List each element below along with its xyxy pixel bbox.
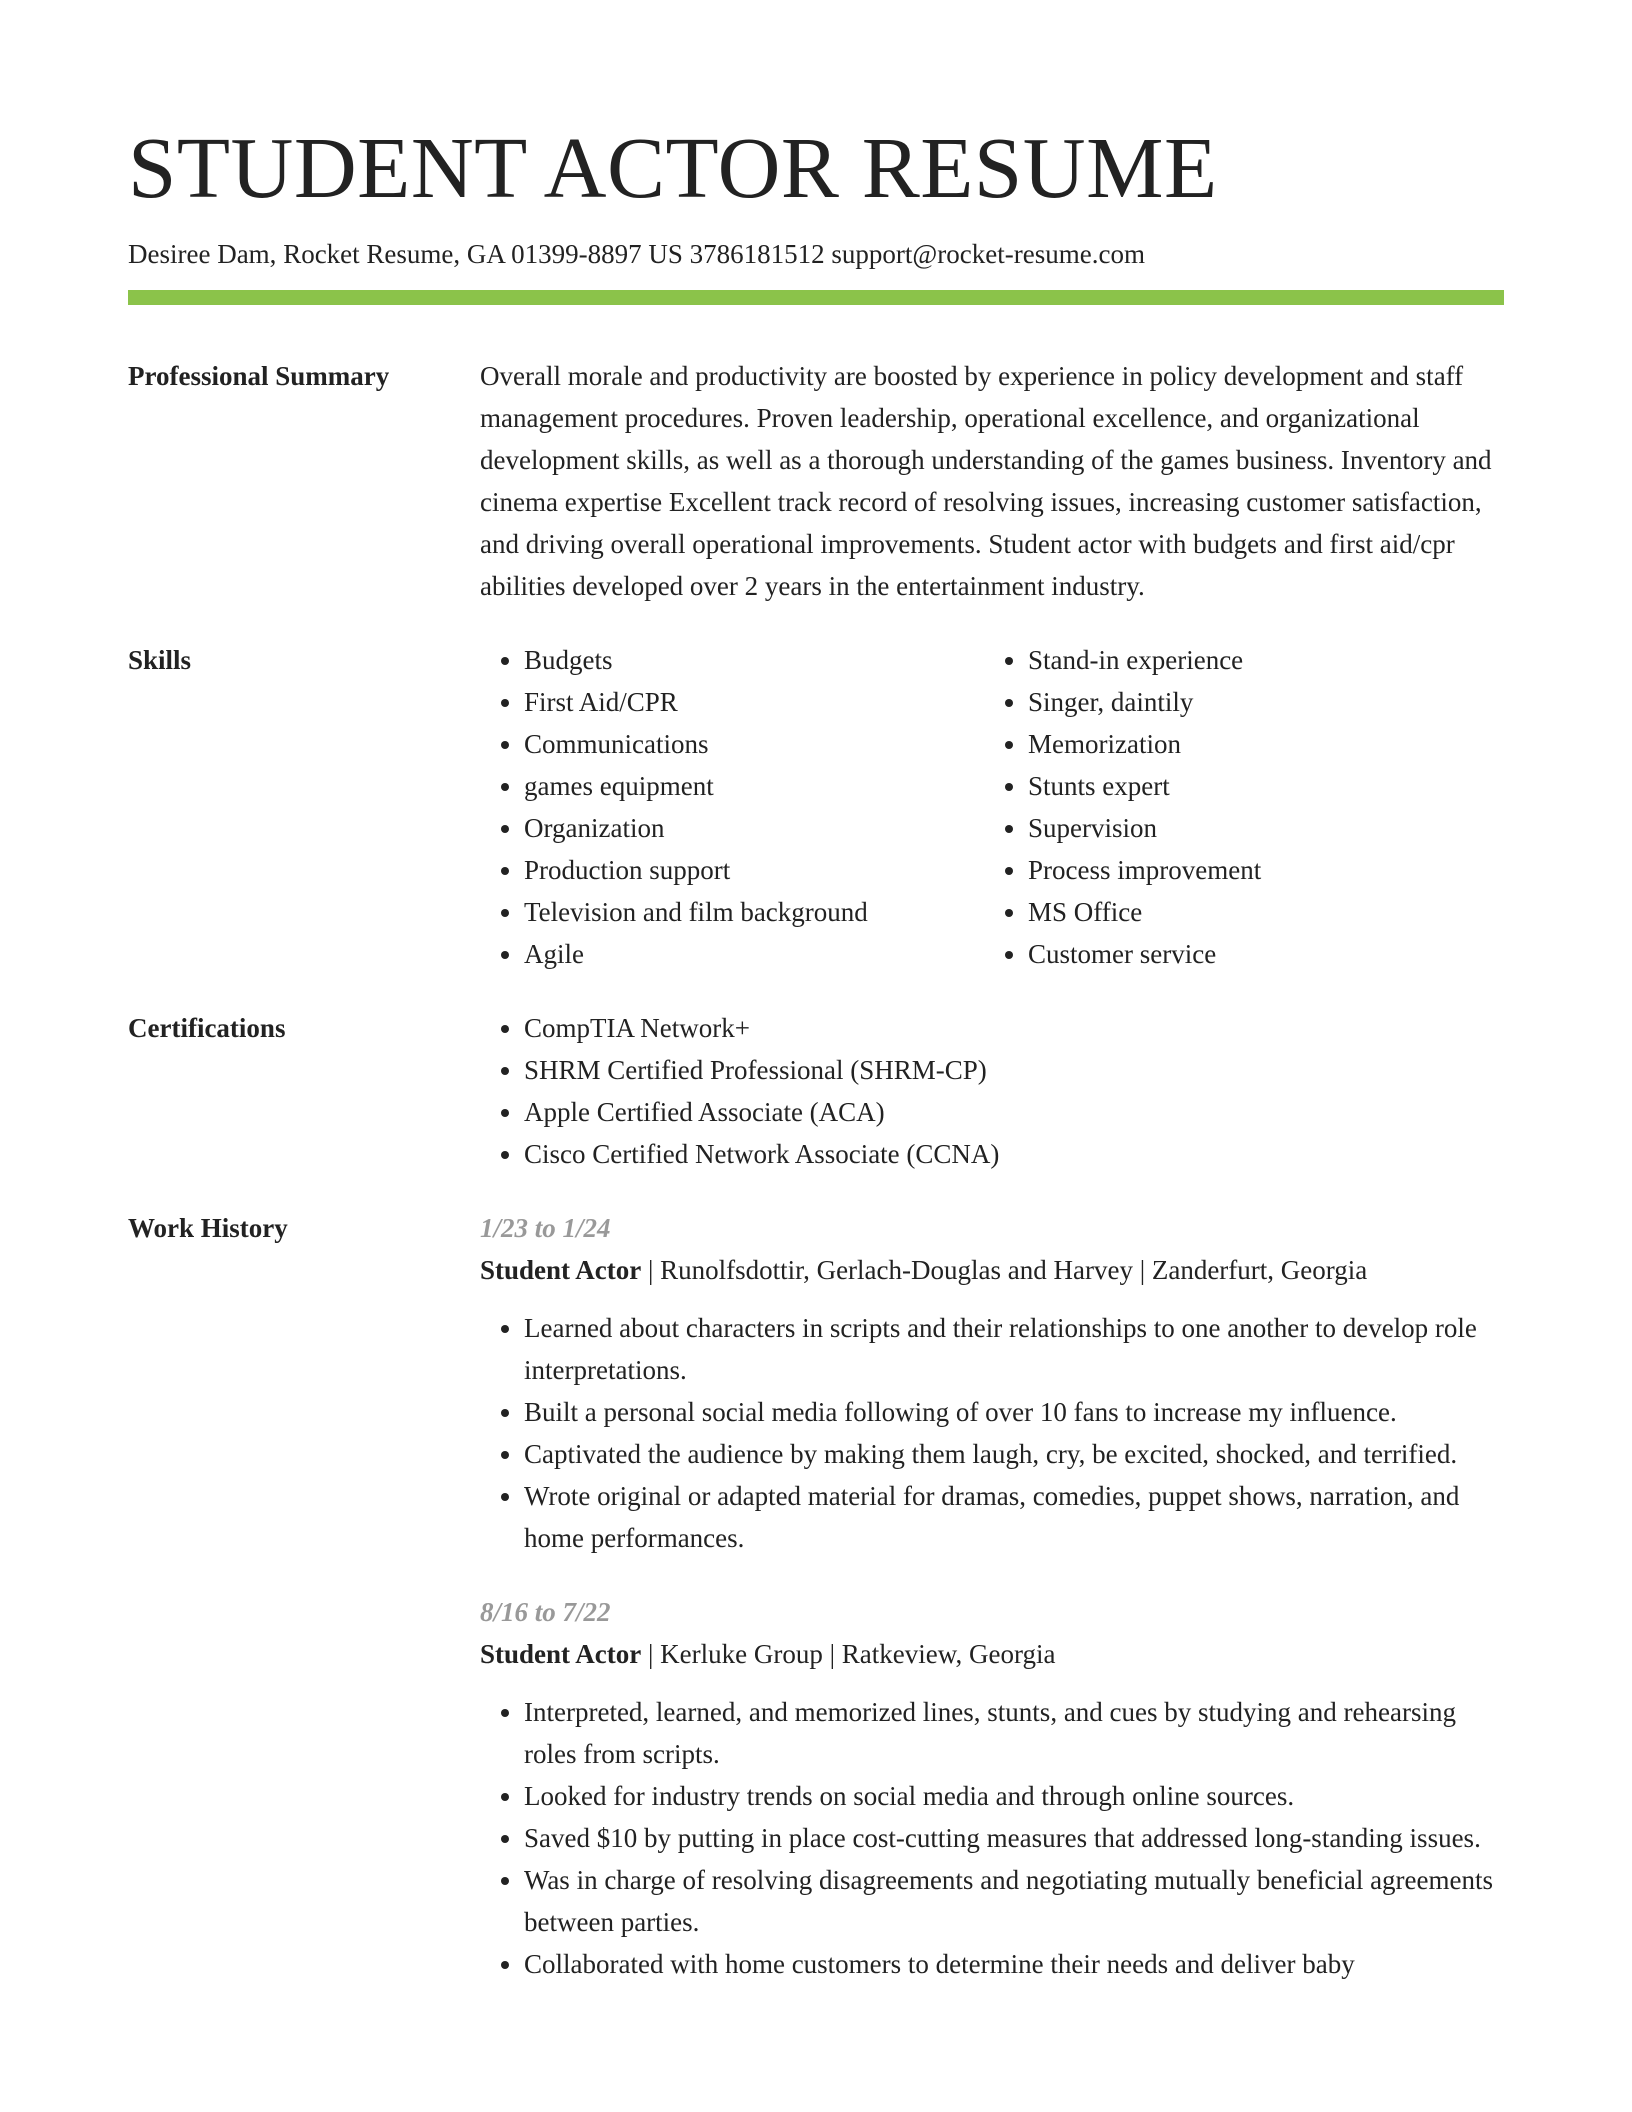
certifications-body <box>480 1007 1504 1175</box>
job-date: 1/23 to 1/24 <box>480 1213 611 1243</box>
job-bullet: • Built a personal social media following of over 10 fans to increase my influence. <box>524 1391 1504 1433</box>
certification-item: • SHRM Certified Professional (SHRM-CP) <box>524 1049 1504 1091</box>
certifications-list <box>480 1007 1504 1175</box>
job-heading <box>480 1249 1504 1291</box>
job-bullet: • Interpreted, learned, and memorized lines, stunts, and cues by studying and rehearsing roles from scripts. <box>524 1691 1504 1775</box>
job-entry <box>480 1591 1504 1985</box>
certification-item: • Cisco Certified Network Associate (CCNA) <box>524 1133 1504 1175</box>
job-title: Student Actor <box>480 1639 642 1669</box>
skill-item: • MS Office <box>1028 891 1488 933</box>
job-bullets <box>480 1307 1504 1559</box>
skill-item: • Supervision <box>1028 807 1488 849</box>
job-bullet: • Looked for industry trends on social media and through online sources. <box>524 1775 1504 1817</box>
contact-phone: 3786181512 <box>689 239 825 269</box>
job-bullet: • Wrote original or adapted material for dramas, comedies, puppet shows, narration, and home performances. <box>524 1475 1504 1559</box>
skill-item: • Communications <box>524 723 984 765</box>
skill-item: • Budgets <box>524 639 984 681</box>
job-entry <box>480 1207 1504 1559</box>
certifications-section <box>128 1007 1504 1175</box>
skills-columns <box>480 639 1504 975</box>
skill-item: • Memorization <box>1028 723 1488 765</box>
summary-text: Overall morale and productivity are boosted by experience in policy development and staff management procedures. Proven leadership, operational excellence, and organizational development skills, as well as a thorough understanding of the games business. Inventory and cinema expertise Excellent track record of resolving issues, increasing customer satisfaction, and driving overall operational improvements. Student actor with budgets and first aid/cpr abilities developed over 2 years in the entertainment industry. <box>480 361 1492 601</box>
skills-list-left <box>480 639 984 975</box>
skill-item: • Stand-in experience <box>1028 639 1488 681</box>
skill-item: • Stunts expert <box>1028 765 1488 807</box>
job-bullet: • Collaborated with home customers to determine their needs and deliver baby <box>524 1943 1504 1985</box>
work-history-section <box>128 1207 1504 1985</box>
contact-name: Desiree Dam, <box>128 239 277 269</box>
job-bullet: • Learned about characters in scripts and their relationships to one another to develop role interpretations. <box>524 1307 1504 1391</box>
skill-item: • Agile <box>524 933 984 975</box>
accent-divider <box>128 290 1504 305</box>
resume-page <box>128 0 1504 1985</box>
job-details: | Kerluke Group | Ratkeview, Georgia <box>641 1639 1056 1669</box>
resume-title: STUDENT ACTOR RESUME <box>128 119 1218 216</box>
skill-item: • Production support <box>524 849 984 891</box>
contact-address: Rocket Resume, GA 01399-8897 US <box>283 239 683 269</box>
skill-item: • Singer, daintily <box>1028 681 1488 723</box>
job-bullet: • Was in charge of resolving disagreements and negotiating mutually beneficial agreements between parties. <box>524 1859 1504 1943</box>
skills-section <box>128 639 1504 975</box>
section-label-work-history: Work History <box>128 1213 288 1243</box>
job-bullets <box>480 1691 1504 1985</box>
skill-item: • Television and film background <box>524 891 984 933</box>
job-heading <box>480 1633 1504 1675</box>
job-date: 8/16 to 7/22 <box>480 1597 611 1627</box>
skill-item: • First Aid/CPR <box>524 681 984 723</box>
skill-item: • Organization <box>524 807 984 849</box>
section-label-skills: Skills <box>128 645 192 675</box>
skills-list-right <box>984 639 1488 975</box>
job-title: Student Actor <box>480 1255 642 1285</box>
section-label-summary: Professional Summary <box>128 361 390 391</box>
work-history-body <box>480 1207 1504 1985</box>
certification-item: • Apple Certified Associate (ACA) <box>524 1091 1504 1133</box>
job-bullet: • Captivated the audience by making them laugh, cry, be excited, shocked, and terrified. <box>524 1433 1504 1475</box>
skill-item: • Process improvement <box>1028 849 1488 891</box>
certification-item: • CompTIA Network+ <box>524 1007 1504 1049</box>
job-details: | Runolfsdottir, Gerlach-Douglas and Harvey | Zanderfurt, Georgia <box>641 1255 1368 1285</box>
contact-line <box>128 236 1504 272</box>
skill-item: • games equipment <box>524 765 984 807</box>
summary-section <box>128 355 1504 607</box>
skill-item: • Customer service <box>1028 933 1488 975</box>
job-bullet: • Saved $10 by putting in place cost-cutting measures that addressed long-standing issues. <box>524 1817 1504 1859</box>
section-label-certifications: Certifications <box>128 1013 286 1043</box>
contact-email: support@rocket-resume.com <box>831 239 1145 269</box>
